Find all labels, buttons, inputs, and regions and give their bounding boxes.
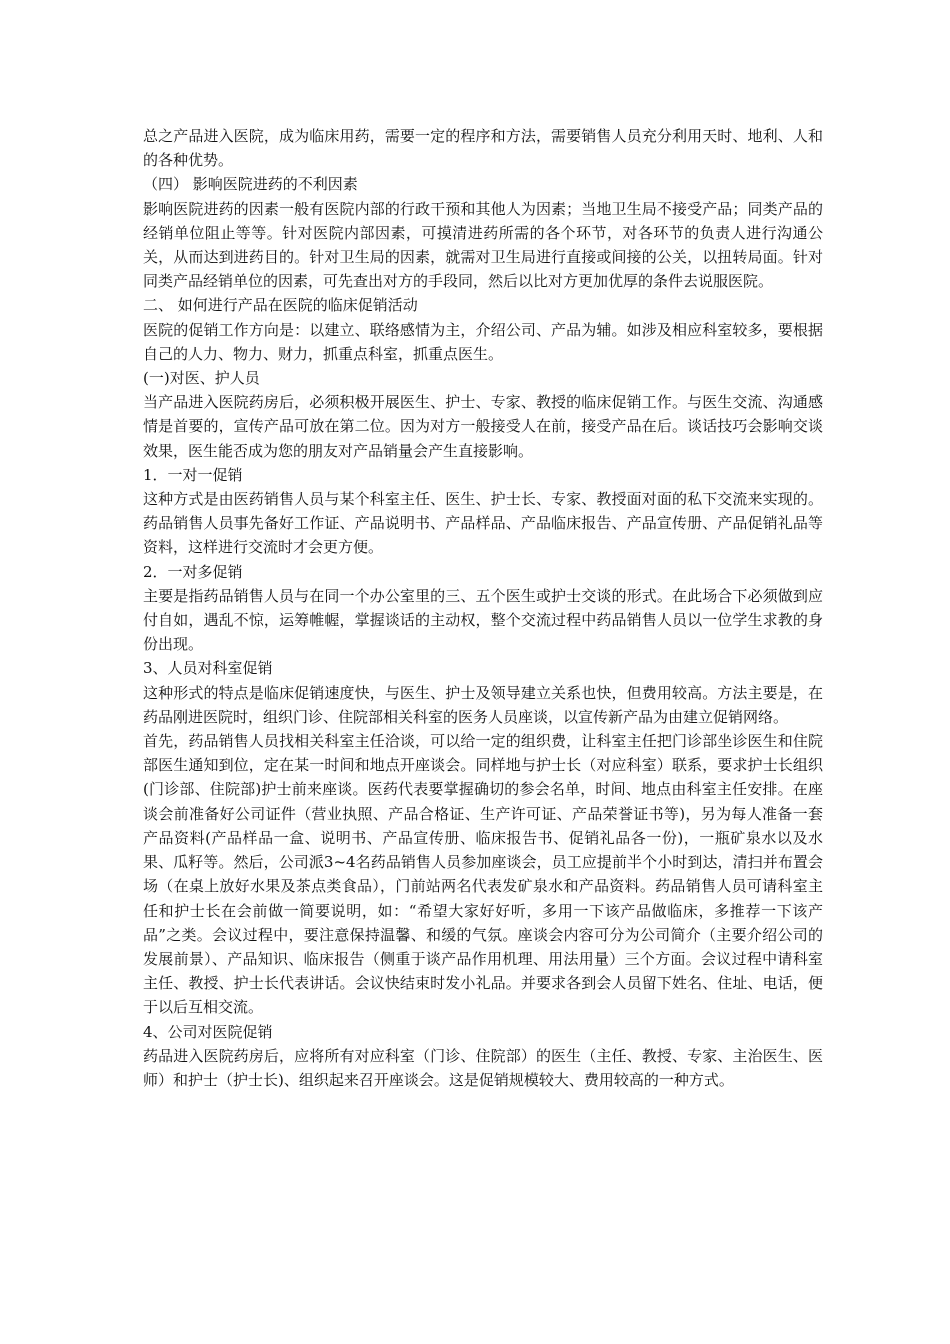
paragraph-unfavorable-factors: 影响医院进药的因素一般有医院内部的行政干预和其他人为因素；当地卫生局不接受产品；同类产品的经销单位阻止等等。针对医院内部因素，可摸清进药所需的各个环节，对各环节的负责人进行沟通公关，从而达到进药目的。针对卫生局的因素，就需对卫生局进行直接或间接的公关，以扭转局面。针对同类产品经销单位的因素，可先查出对方的手段同，然后以比对方更加优厚的条件去说服医院。: [143, 199, 823, 291]
paragraph-summary: 总之产品进入医院，成为临床用药，需要一定的程序和方法，需要销售人员充分利用天时、地利、人和的各种优势。: [143, 127, 823, 170]
item-heading-company-to-hospital: 4、公司对医院促销: [143, 1022, 273, 1041]
paragraph-company-to-hospital: 药品进入医院药房后，应将所有对应科室（门诊、住院部）的医生（主任、教授、专家、主治医生、医师）和护士（护士长)、组织起来召开座谈会。这是促销规模较大、费用较高的一种方式。: [143, 1046, 823, 1089]
paragraph-promotion-direction: 医院的促销工作方向是：以建立、联络感情为主，介绍公司、产品为辅。如涉及相应科室较多，要根据自己的人力、物力、财力，抓重点科室，抓重点医生。: [143, 320, 823, 363]
subsection-heading-doctors-nurses: (一)对医、护人员: [143, 369, 260, 388]
paragraph-doctors-nurses: 当产品进入医院药房后，必须积极开展医生、护士、专家、教授的临床促销工作。与医生交流、沟通感情是首要的，宣传产品可放在第二位。因为对方一般接受人在前，接受产品在后。谈话技巧会影响交谈效果，医生能否成为您的朋友对产品销量会产生直接影响。: [143, 393, 823, 460]
item-heading-one-on-one: 1．一对一促销: [143, 465, 243, 484]
paragraph-seminar-procedure: 首先，药品销售人员找相关科室主任洽谈，可以给一定的组织费，让科室主任把门诊部坐诊医生和住院部医生通知到位，定在某一时间和地点开座谈会。同样地与护士长（对应科室）联系，要求护士长组织(门诊部、住院部)护士前来座谈。医药代表要掌握确切的参会名单，时间、地点由科室主任安排。在座谈会前准备好公司证件（营业执照、产品合格证、生产许可证、产品荣誉证书等)，另为每人准备一套产品资料(产品样品一盒、说明书、产品宣传册、临床报告书、促销礼品各一份)，一瓶矿泉水以及水果、瓜籽等。然后，公司派3~4名药品销售人员参加座谈会，员工应提前半个小时到达，清扫并布置会场（在桌上放好水果及茶点类食品），门前站两名代表发矿泉水和产品资料。药品销售人员可请科室主任和护士长在会前做一简要说明，如：“希望大家好好听，多用一下该产品做临床，多推荐一下该产品”之类。会议过程中，要注意保持温馨、和缓的气氛。座谈会内容可分为公司简介（主要介绍公司的发展前景）、产品知识、临床报告（侧重于谈产品作用机理、用法用量）三个方面。会议过程中请科室主任、教授、护士长代表讲话。会议快结束时发小礼品。并要求各到会人员留下姓名、住址、电话，便于以后互相交流。: [143, 732, 823, 1017]
section-heading-unfavorable-factors: （四） 影响医院进药的不利因素: [143, 175, 358, 194]
item-heading-staff-to-department: 3、人员对科室促销: [143, 659, 273, 678]
paragraph-staff-to-department: 这种形式的特点是临床促销速度快，与医生、护士及领导建立关系也快，但费用较高。方法主要是，在药品刚进医院时，组织门诊、住院部相关科室的医务人员座谈，以宣传新产品为由建立促销网络。: [143, 683, 823, 726]
paragraph-one-on-one: 这种方式是由医药销售人员与某个科室主任、医生、护士长、专家、教授面对面的私下交流来实现的。药品销售人员事先备好工作证、产品说明书、产品样品、产品临床报告、产品宣传册、产品促销礼品等资料，这样进行交流时才会更方便。: [143, 490, 823, 557]
paragraph-one-to-many: 主要是指药品销售人员与在同一个办公室里的三、五个医生或护士交谈的形式。在此场合下必须做到应付自如，遇乱不惊，运筹帷幄，掌握谈话的主动权，整个交流过程中药品销售人员以一位学生求教的身份出现。: [143, 586, 823, 654]
section-heading-clinical-promotion: 二、 如何进行产品在医院的临床促销活动: [143, 296, 418, 315]
item-heading-one-to-many: 2．一对多促销: [143, 562, 243, 581]
document-body: [143, 124, 823, 1092]
